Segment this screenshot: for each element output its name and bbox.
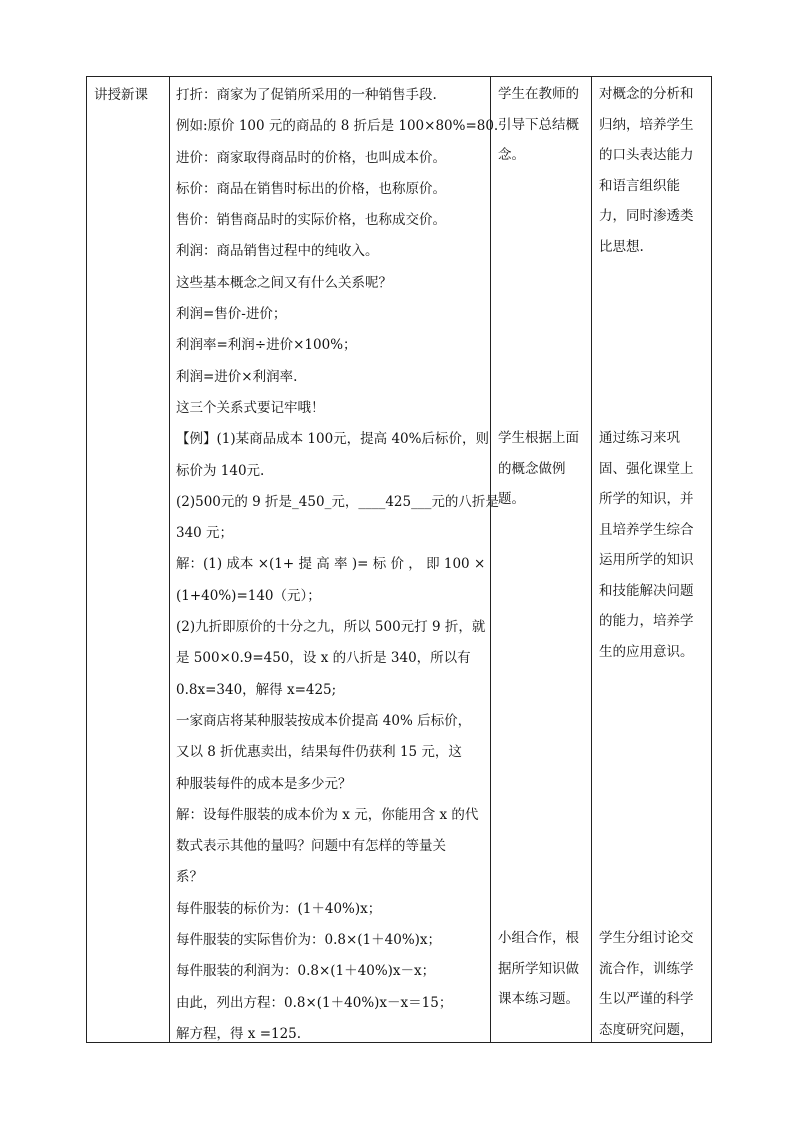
teaching-content	[170, 77, 499, 1042]
content-line: 利润：商品销售过程中的纯收入。	[176, 243, 379, 260]
student-block: 学生在教师的引导下总结概念。	[498, 86, 579, 163]
content-line: 标价为 140元.	[176, 462, 265, 479]
intent-block: 对概念的分析和归纳，培养学生的口头表达能力和语言组织能力，同时渗透类比思想.	[599, 86, 694, 255]
content-line: 是 500×0.9=450，设 x 的八折是 340，所以有	[176, 650, 471, 667]
content-line: 标价：商品在销售时标出的价格，也称原价。	[176, 180, 446, 197]
content-line: (2)500元的 9 折是_450_元，____425___元的八折是	[176, 493, 499, 510]
content-line: 每件服装的实际售价为：0.8×(1＋40%)x；	[176, 932, 442, 949]
content-line: 【例】(1)某商品成本 100元，提高 40%后标价，则	[176, 431, 489, 448]
student-block: 学生根据上面的概念做例题。	[498, 430, 579, 507]
content-line: 数式表示其他的量吗？问题中有怎样的等量关	[176, 838, 446, 855]
content-line: 利润=进价×利润率.	[176, 368, 298, 385]
content-line: 系？	[176, 869, 203, 886]
content-line: 每件服装的标价为：(1＋40%)x；	[176, 900, 382, 917]
table-row	[87, 77, 712, 1043]
content-line: 售价：销售商品时的实际价格，也称成交价。	[176, 212, 446, 229]
content-line: 例如:原价 100 元的商品的 8 折后是 100×80%=80.	[176, 118, 499, 135]
content-line: 解：(1) 成本 ×(1+ 提 高 率 )= 标 价 ， 即 100 ×	[176, 556, 486, 573]
design-intent	[592, 77, 711, 1041]
intent-block: 学生分组讨论交流合作，训练学生以严谨的科学态度研究问题，	[599, 930, 694, 1038]
stage-label: 讲授新课	[94, 87, 148, 103]
content-line: 这三个关系式要记牢哦！	[176, 399, 325, 416]
content-line: 由此，列出方程：0.8×(1＋40%)x－x＝15；	[176, 994, 453, 1011]
content-line: 进价：商家取得商品时的价格，也叫成本价。	[176, 149, 446, 166]
content-line: 解方程，得 x =125.	[176, 1025, 302, 1042]
student-activity	[491, 77, 591, 1041]
content-line: 每件服装的利润为：0.8×(1＋40%)x－x；	[176, 963, 436, 980]
content-line: 打折：商家为了促销所采用的一种销售手段.	[176, 87, 437, 103]
design-intent-cell	[592, 77, 712, 1043]
content-line: 利润=售价-进价；	[176, 306, 287, 323]
content-line: 又以 8 折优惠卖出，结果每件仍获利 15 元，这	[176, 744, 462, 761]
content-cell	[170, 77, 499, 1043]
intent-block: 通过练习来巩固、强化课堂上所学的知识，并且培养学生综合运用所学的知识和技能解决问题的能力，培养学生的应用意识。	[599, 430, 694, 660]
content-line: 这些基本概念之间又有什么关系呢？	[176, 274, 392, 291]
content-line: (1+40%)=140（元）；	[176, 587, 321, 604]
content-line: 0.8x=340，解得 x=425;	[176, 681, 337, 698]
content-line: 利润率=利润÷进价×100%；	[176, 337, 357, 354]
content-line: 一家商店将某种服装按成本价提高 40% 后标价，	[176, 712, 472, 729]
content-line: 解：设每件服装的成本价为 x 元，你能用含 x 的代	[176, 806, 479, 823]
lesson-plan-table	[86, 76, 712, 1043]
student-block: 小组合作，根据所学知识做课本练习题。	[498, 930, 579, 1007]
stage-cell	[87, 77, 170, 1043]
content-line: (2)九折即原价的十分之九，所以 500元打 9 折，就	[176, 619, 486, 636]
content-line: 种服装每件的成本是多少元？	[176, 775, 352, 792]
content-line: 340 元；	[176, 525, 234, 542]
student-activity-cell	[491, 77, 592, 1043]
